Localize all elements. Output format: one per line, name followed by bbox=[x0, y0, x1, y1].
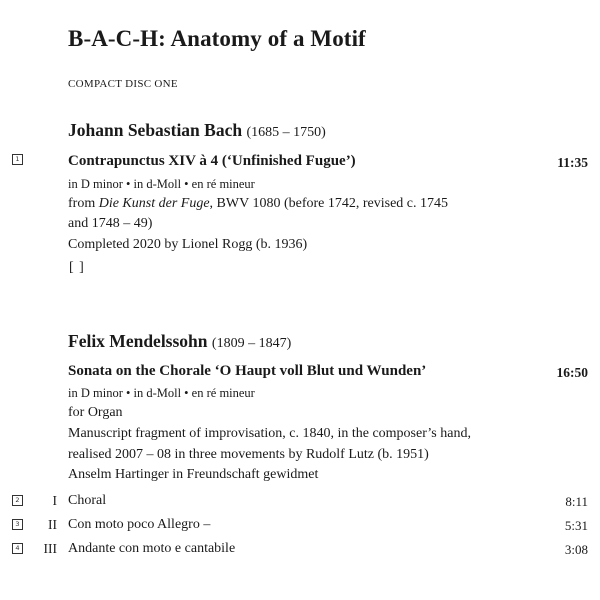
track-number-box: 1 bbox=[12, 154, 23, 165]
work-source-bach: from Die Kunst der Fuge, BWV 1080 (before 1742, revised c. 1745 bbox=[68, 196, 449, 211]
composer-dates: (1685 – 1750) bbox=[246, 125, 326, 140]
track-number-box: 3 bbox=[12, 519, 23, 530]
composer-heading-bach bbox=[68, 120, 326, 141]
composer-name: Johann Sebastian Bach bbox=[68, 120, 243, 140]
composer-heading-mendelssohn bbox=[68, 331, 291, 352]
movement-numeral: III bbox=[43, 541, 57, 556]
movement-duration: 5:31 bbox=[564, 518, 588, 533]
work-note-line1: Manuscript fragment of improvisation, c. 1840, in the composer’s hand, bbox=[68, 426, 471, 441]
work-title-mendelssohn: Sonata on the Chorale ‘O Haupt voll Blut und Wunden’ bbox=[68, 363, 427, 379]
album-title: B-A-C-H: Anatomy of a Motif bbox=[68, 26, 366, 51]
movement-numeral: II bbox=[48, 517, 57, 532]
work-duration-mendelssohn: 16:50 bbox=[556, 365, 588, 380]
movement-duration: 3:08 bbox=[564, 542, 588, 557]
track-number-box: 4 bbox=[12, 543, 23, 554]
work-completion-bach: Completed 2020 by Lionel Rogg (b. 1936) bbox=[68, 237, 308, 252]
movement-numeral: I bbox=[52, 493, 57, 508]
track-number-box: 2 bbox=[12, 495, 23, 506]
composer-dates: (1809 – 1847) bbox=[211, 336, 292, 351]
work-key-mendelssohn: in D minor • in d-Moll • en ré mineur bbox=[68, 386, 255, 400]
work-instrument: for Organ bbox=[68, 405, 123, 420]
movement-title: Con moto poco Allegro – bbox=[68, 517, 211, 532]
editorial-bracket: [ ] bbox=[69, 260, 85, 275]
work-title-bach: Contrapunctus XIV à 4 (‘Unfinished Fugue’) bbox=[68, 153, 356, 169]
disc-label: COMPACT DISC ONE bbox=[68, 78, 178, 90]
movement-duration: 8:11 bbox=[565, 494, 588, 509]
work-note-line2: realised 2007 – 08 in three movements by Rudolf Lutz (b. 1951) bbox=[68, 447, 429, 462]
composer-name: Felix Mendelssohn bbox=[68, 331, 208, 351]
work-key-bach: in D minor • in d-Moll • en ré mineur bbox=[68, 177, 255, 191]
work-duration-bach: 11:35 bbox=[557, 155, 588, 170]
work-dedication: Anselm Hartinger in Freundschaft gewidmet bbox=[68, 467, 319, 482]
work-source-bach-line2: and 1748 – 49) bbox=[68, 216, 153, 231]
movement-title: Choral bbox=[68, 493, 107, 508]
movement-title: Andante con moto e cantabile bbox=[68, 541, 236, 556]
